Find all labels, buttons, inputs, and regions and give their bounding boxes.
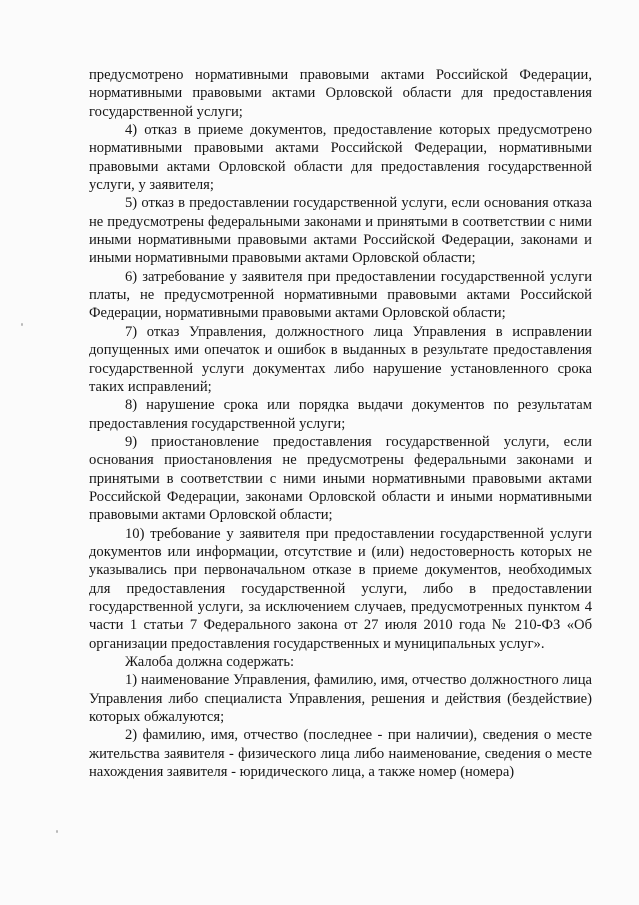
document-body — [89, 66, 592, 781]
paragraph-complaint-heading: Жалоба должна содержать: — [125, 654, 295, 670]
paragraph-item-4: 4) отказ в приеме документов, предоставление которых предусмотрено нормативными правовыми актами Российской Федерации, нормативными правовыми актами Орловской области для предоставления государственной услуги, у заявителя; — [89, 122, 592, 194]
scan-speck — [56, 830, 58, 833]
scan-speck — [21, 323, 23, 326]
paragraph-item-7: 7) отказ Управления, должностного лица Управления в исправлении допущенных ими опечаток и ошибок в выданных в результате предоставления государственной услуги документах либо нарушение установленного срока таких исправлений; — [89, 323, 592, 395]
paragraph-continuation: предусмотрено нормативными правовыми актами Российской Федерации, нормативными правовыми актами Орловской области для предоставления государственной услуги; — [89, 67, 592, 120]
paragraph-item-9: 9) приостановление предоставления государственной услуги, если основания приостановления не предусмотрены федеральными законами и принятыми в соответствии с ними иными нормативными правовыми актами Российской Федерации, законами Орловской области и иными нормативными правовыми актами Орловской области; — [89, 433, 592, 524]
paragraph-complaint-item-1: 1) наименование Управления, фамилию, имя, отчество должностного лица Управления либо специалиста Управления, решения и действия (бездействие) которых обжалуются; — [89, 672, 592, 726]
paragraph-item-5: 5) отказ в предоставлении государственной услуги, если основания отказа не предусмотрены федеральными законами и принятыми в соответствии с ними иными нормативными правовыми актами Российской Федерации, законами и иными нормативными правовыми актами Орловской области; — [89, 195, 592, 267]
paragraph-item-8: 8) нарушение срока или порядка выдачи документов по результатам предоставления государственной услуги; — [89, 397, 592, 432]
paragraph-item-6: 6) затребование у заявителя при предоставлении государственной услуги платы, не предусмотренной нормативными правовыми актами Российской Федерации, нормативными правовыми актами Орловской области; — [89, 268, 592, 322]
paragraph-complaint-item-2: 2) фамилию, имя, отчество (последнее - при наличии), сведения о месте жительства заявителя - физического лица либо наименование, сведения о месте нахождения заявителя - юридического лица, а также номер (номера) — [89, 727, 592, 781]
paragraph-item-10: 10) требование у заявителя при предоставлении государственной услуги документов или информации, отсутствие и (или) недостоверность которых не указывались при первоначальном отказе в приеме документов, необходимых для предоставления государственной услуги, либо в предоставлении государственной услуги, за исключением случаев, предусмотренных пунктом 4 части 1 статьи 7 Федерального закона от 27 июля 2010 года № 210-ФЗ «Об организации предоставления государственных и муниципальных услуг». — [89, 525, 592, 652]
